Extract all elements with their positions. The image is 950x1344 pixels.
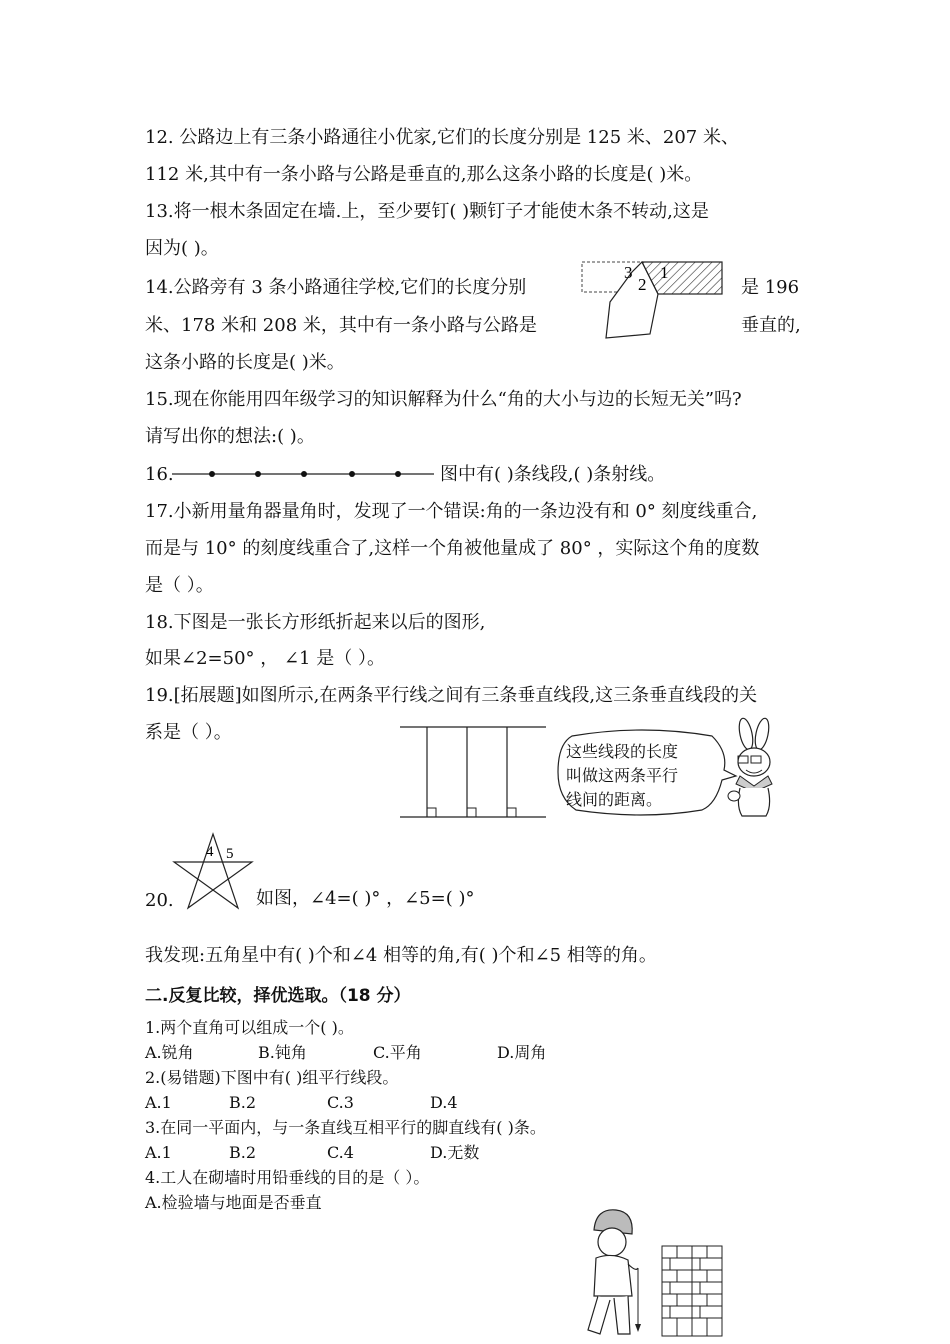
q20-number: 20. <box>145 890 174 911</box>
q14-line3: 这条小路的长度是( )米。 <box>145 352 345 373</box>
angle-label-2: 2 <box>638 275 647 294</box>
q16-number: 16. <box>145 464 174 485</box>
s2-q1-stem: 1.两个直角可以组成一个( )。 <box>145 1018 354 1037</box>
q20-text: 如图，∠4=( )° ，∠5=( )° <box>256 888 475 909</box>
angle-label-1: 1 <box>660 263 669 282</box>
q20-discovery: 我发现:五角星中有( )个和∠4 相等的角,有( )个和∠5 相等的角。 <box>145 945 657 966</box>
s2-q2-option-c: C.3 <box>327 1093 354 1112</box>
q13-line1: 13.将一根木条固定在墙.上，至少要钉( )颗钉子才能使木条不转动,这是 <box>145 201 709 222</box>
s2-q2-option-d: D.4 <box>430 1093 458 1112</box>
section2-title: 二.反复比较，择优选取。（18 分） <box>145 986 411 1006</box>
s2-q1-option-b: B.钝角 <box>258 1043 307 1062</box>
q13-line2: 因为( )。 <box>145 238 219 259</box>
q12-line1: 12. 公路边上有三条小路通往小优家,它们的长度分别是 125 米、207 米、 <box>145 127 739 148</box>
q19-line2: 系是（ ）。 <box>145 722 232 743</box>
folded-paper-figure <box>580 258 730 343</box>
q14-line1-left: 14.公路旁有 3 条小路通往学校,它们的长度分别 <box>145 277 527 298</box>
q12-line2: 112 米,其中有一条小路与公路是垂直的,那么这条小路的长度是( )米。 <box>145 164 703 185</box>
five-point-star-figure <box>170 832 256 910</box>
q18-line1: 18.下图是一张长方形纸折起来以后的图形, <box>145 612 486 633</box>
q19-line1: 19.[拓展题]如图所示,在两条平行线之间有三条垂直线段,这三条垂直线段的关 <box>145 685 758 706</box>
q17-line2: 而是与 10° 的刻度线重合了,这样一个角被他量成了 80° ，实际这个角的度数 <box>145 538 760 559</box>
q15-line1: 15.现在你能用四年级学习的知识解释为什么“角的大小与边的长短无关”吗? <box>145 389 742 410</box>
s2-q3-stem: 3.在同一平面内，与一条直线互相平行的脚直线有( )条。 <box>145 1118 546 1137</box>
line-with-points-figure <box>172 464 436 484</box>
star-label-4: 4 <box>206 844 214 860</box>
s2-q1-option-d: D.周角 <box>497 1043 547 1062</box>
q16-text: 图中有( )条线段,( )条射线。 <box>440 464 666 485</box>
s2-q2-stem: 2.(易错题)下图中有( )组平行线段。 <box>145 1068 399 1087</box>
q14-line1-right: 是 196 <box>741 277 800 298</box>
s2-q4-option-a: A.检验墙与地面是否垂直 <box>145 1193 322 1212</box>
s2-q3-option-b: B.2 <box>229 1143 257 1162</box>
rabbit-mascot-icon <box>726 716 784 820</box>
worker-plumb-line-illustration <box>574 1206 754 1340</box>
bubble-line-1: 这些线段的长度 <box>566 742 679 761</box>
s2-q2-option-b: B.2 <box>229 1093 257 1112</box>
star-label-5: 5 <box>226 846 234 862</box>
s2-q1-option-c: C.平角 <box>373 1043 422 1062</box>
bubble-line-2: 叫做这两条平行 <box>566 766 679 785</box>
s2-q3-option-a: A.1 <box>145 1143 172 1162</box>
s2-q4-stem: 4.工人在砌墙时用铅垂线的目的是（ ）。 <box>145 1168 430 1187</box>
s2-q2-option-a: A.1 <box>145 1093 172 1112</box>
q14-line2-left: 米、178 米和 208 米，其中有一条小路与公路是 <box>145 315 537 336</box>
bubble-line-3: 线间的距离。 <box>566 790 663 809</box>
angle-label-3: 3 <box>624 263 633 282</box>
q17-line3: 是（ ）。 <box>145 575 214 596</box>
s2-q3-option-c: C.4 <box>327 1143 354 1162</box>
parallel-lines-figure <box>400 724 550 824</box>
s2-q1-option-a: A.锐角 <box>145 1043 194 1062</box>
q14-line2-right: 垂直的, <box>741 315 801 336</box>
q18-line2: 如果∠2=50° ， ∠1 是（ ）。 <box>145 648 385 669</box>
s2-q3-option-d: D.无数 <box>430 1143 480 1162</box>
q15-line2: 请写出你的想法:( )。 <box>145 426 315 447</box>
q17-line1: 17.小新用量角器量角时，发现了一个错误:角的一条边没有和 0° 刻度线重合, <box>145 501 758 522</box>
